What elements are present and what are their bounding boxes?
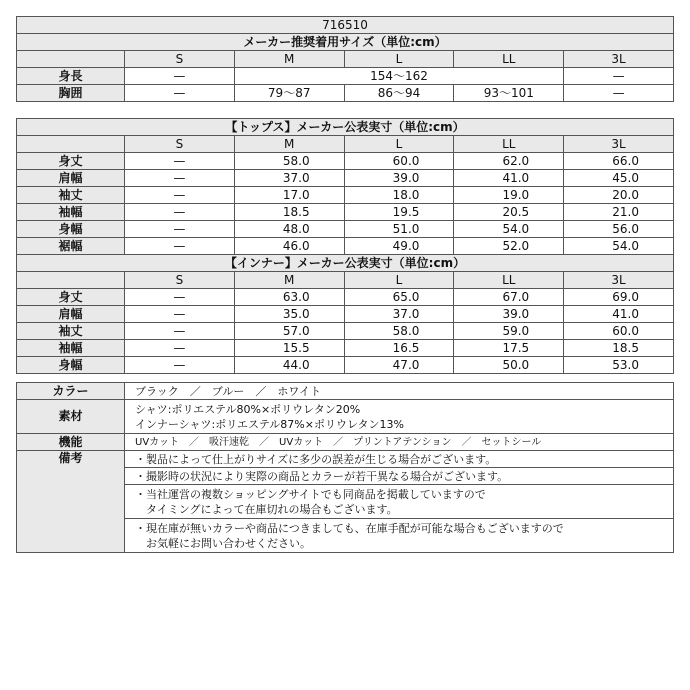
remark-item: ・撮影時の状況により実際の商品とカラーが若干異なる場合がございます。 xyxy=(125,468,674,485)
cell: 17.5 xyxy=(454,340,564,357)
function-row xyxy=(17,434,674,451)
cell: 46.0 xyxy=(234,238,344,255)
row-label: 身幅 xyxy=(17,357,125,374)
product-notes-table xyxy=(16,382,674,553)
recommended-size-table xyxy=(16,16,674,102)
inner-title: 【インナー】メーカー公表実寸（単位:cm） xyxy=(17,255,674,272)
cell: 19.0 xyxy=(454,187,564,204)
row-label: 裾幅 xyxy=(17,238,125,255)
cell: 21.0 xyxy=(564,204,674,221)
row-label: 袖丈 xyxy=(17,187,125,204)
material-line: インナーシャツ:ポリエステル87%×ポリウレタン13% xyxy=(135,417,404,431)
cell: 69.0 xyxy=(564,289,674,306)
cell: 65.0 xyxy=(344,289,454,306)
cell: 86〜94 xyxy=(344,85,454,102)
cell: 56.0 xyxy=(564,221,674,238)
table-row xyxy=(17,170,674,187)
row-label: 身幅 xyxy=(17,221,125,238)
blank-corner xyxy=(17,136,125,153)
row-label: 身長 xyxy=(17,68,125,85)
cell: — xyxy=(125,340,235,357)
cell: — xyxy=(125,170,235,187)
table-row xyxy=(17,238,674,255)
cell: 41.0 xyxy=(454,170,564,187)
row-label: 肩幅 xyxy=(17,306,125,323)
cell: 93〜101 xyxy=(454,85,564,102)
size-header: L xyxy=(344,51,454,68)
size-header: S xyxy=(125,272,235,289)
row-label: カラー xyxy=(17,383,125,400)
remark-row xyxy=(17,451,674,468)
cell: — xyxy=(125,357,235,374)
cell: 51.0 xyxy=(344,221,454,238)
cell: — xyxy=(564,68,674,85)
remark-line: お気軽にお問い合わせください。 xyxy=(135,536,311,550)
cell: 19.5 xyxy=(344,204,454,221)
chest-row xyxy=(17,85,674,102)
remark-item: ・製品によって仕上がりサイズに多少の誤差が生じる場合がございます。 xyxy=(125,451,674,468)
size-header: M xyxy=(234,272,344,289)
cell: 54.0 xyxy=(564,238,674,255)
cell: — xyxy=(125,187,235,204)
cell: 15.5 xyxy=(234,340,344,357)
cell: 20.5 xyxy=(454,204,564,221)
cell: — xyxy=(564,85,674,102)
table-row xyxy=(17,357,674,374)
cell: 16.5 xyxy=(344,340,454,357)
row-label: 身丈 xyxy=(17,153,125,170)
cell: 66.0 xyxy=(564,153,674,170)
cell: 35.0 xyxy=(234,306,344,323)
cell: 52.0 xyxy=(454,238,564,255)
blank-corner xyxy=(17,51,125,68)
cell: 45.0 xyxy=(564,170,674,187)
cell: 50.0 xyxy=(454,357,564,374)
product-code: 716510 xyxy=(17,17,674,34)
cell: 57.0 xyxy=(234,323,344,340)
cell: 44.0 xyxy=(234,357,344,374)
cell: — xyxy=(125,289,235,306)
row-label: 袖幅 xyxy=(17,340,125,357)
table-row xyxy=(17,204,674,221)
size-header: L xyxy=(344,136,454,153)
size-header: M xyxy=(234,136,344,153)
size-header: L xyxy=(344,272,454,289)
cell: 63.0 xyxy=(234,289,344,306)
cell: 39.0 xyxy=(454,306,564,323)
size-header: LL xyxy=(454,136,564,153)
size-header: 3L xyxy=(564,136,674,153)
cell: 60.0 xyxy=(564,323,674,340)
cell: — xyxy=(125,306,235,323)
cell: 37.0 xyxy=(234,170,344,187)
cell: 18.5 xyxy=(234,204,344,221)
remark-line: ・当社運営の複数ショッピングサイトでも同商品を掲載していますので xyxy=(135,487,486,501)
cell: 59.0 xyxy=(454,323,564,340)
table-row xyxy=(17,306,674,323)
cell: — xyxy=(125,204,235,221)
material-row xyxy=(17,400,674,434)
measurement-table xyxy=(16,118,674,374)
cell: 41.0 xyxy=(564,306,674,323)
table-row xyxy=(17,221,674,238)
size-header: S xyxy=(125,136,235,153)
table-row xyxy=(17,289,674,306)
cell: 53.0 xyxy=(564,357,674,374)
row-label: 肩幅 xyxy=(17,170,125,187)
cell: 62.0 xyxy=(454,153,564,170)
size-header: M xyxy=(234,51,344,68)
cell: 154〜162 xyxy=(234,68,563,85)
table-row xyxy=(17,187,674,204)
cell: 58.0 xyxy=(344,323,454,340)
cell: — xyxy=(125,238,235,255)
cell: — xyxy=(125,153,235,170)
height-row xyxy=(17,68,674,85)
cell: 67.0 xyxy=(454,289,564,306)
color-row xyxy=(17,383,674,400)
cell: 79〜87 xyxy=(234,85,344,102)
material-line: シャツ:ポリエステル80%×ポリウレタン20% xyxy=(135,402,361,416)
cell: — xyxy=(125,221,235,238)
cell: 58.0 xyxy=(234,153,344,170)
blank-corner xyxy=(17,272,125,289)
table-row xyxy=(17,340,674,357)
row-label: 素材 xyxy=(17,400,125,434)
remark-line: タイミングによって在庫切れの場合もございます。 xyxy=(135,502,398,516)
row-label: 胸囲 xyxy=(17,85,125,102)
cell: 18.0 xyxy=(344,187,454,204)
row-label: 機能 xyxy=(17,434,125,451)
remark-line: ・現在庫が無いカラーや商品につきましても、在庫手配が可能な場合もございますので xyxy=(135,521,564,535)
cell: — xyxy=(125,68,235,85)
cell: 39.0 xyxy=(344,170,454,187)
cell: 17.0 xyxy=(234,187,344,204)
cell: 18.5 xyxy=(564,340,674,357)
size-header: S xyxy=(125,51,235,68)
cell: — xyxy=(125,85,235,102)
cell: 47.0 xyxy=(344,357,454,374)
size-header: 3L xyxy=(564,51,674,68)
table-row xyxy=(17,153,674,170)
color-value: ブラック ／ ブルー ／ ホワイト xyxy=(125,383,674,400)
row-label: 備考 xyxy=(17,451,125,553)
function-value: UVカット ／ 吸汗速乾 ／ UVカット ／ プリントアテンション ／ セットシール xyxy=(125,434,674,451)
remark-item xyxy=(125,519,674,553)
row-label: 袖丈 xyxy=(17,323,125,340)
cell: 60.0 xyxy=(344,153,454,170)
cell: 48.0 xyxy=(234,221,344,238)
cell: — xyxy=(125,323,235,340)
cell: 37.0 xyxy=(344,306,454,323)
table-row xyxy=(17,323,674,340)
cell: 20.0 xyxy=(564,187,674,204)
row-label: 袖幅 xyxy=(17,204,125,221)
size-header: LL xyxy=(454,272,564,289)
size-header: 3L xyxy=(564,272,674,289)
cell: 49.0 xyxy=(344,238,454,255)
remark-item xyxy=(125,485,674,519)
size-header: LL xyxy=(454,51,564,68)
recommended-title: メーカー推奨着用サイズ（単位:cm） xyxy=(17,34,674,51)
cell: 54.0 xyxy=(454,221,564,238)
material-value xyxy=(125,400,674,434)
row-label: 身丈 xyxy=(17,289,125,306)
tops-title: 【トップス】メーカー公表実寸（単位:cm） xyxy=(17,119,674,136)
